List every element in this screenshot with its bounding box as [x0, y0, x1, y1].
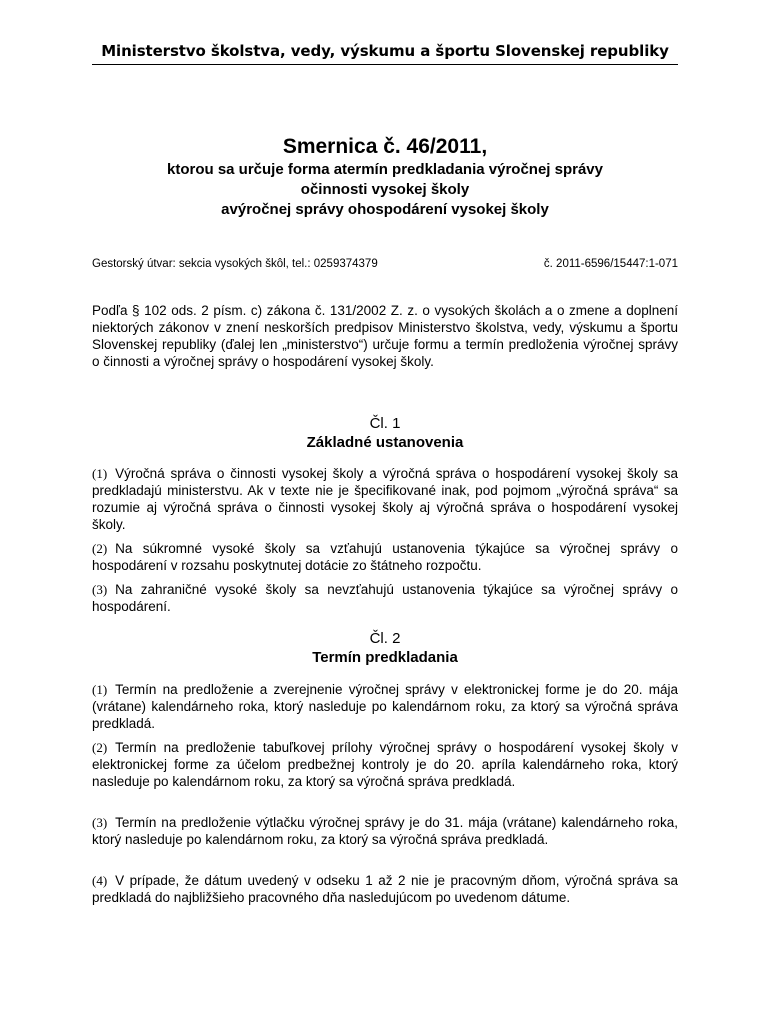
- paragraph-number: (2): [92, 740, 108, 755]
- paragraph-text: Na zahraničné vysoké školy sa nevzťahujú ustanovenia týkajúce sa výročnej správy o hospodárení.: [92, 582, 678, 614]
- responsible-unit: Gestorský útvar: sekcia vysokých škôl, tel.: 0259374379: [92, 258, 378, 270]
- article-title: Termín predkladania: [312, 649, 458, 666]
- paragraph-text: V prípade, že dátum uvedený v odseku 1 až 2 nie je pracovným dňom, výročná správa sa predkladá do najbližšieho pracovného dňa nasledujúcom po uvedenom dátume.: [92, 873, 678, 905]
- reference-number: č. 2011-6596/15447:1-071: [543, 258, 678, 270]
- article-number: Čl. 1: [369, 415, 401, 432]
- article-paragraph: [92, 739, 678, 790]
- paragraph-number: (3): [92, 815, 108, 830]
- directive-title: Smernica č. 46/2011,: [282, 135, 488, 158]
- paragraph-text: Výročná správa o činnosti vysokej školy a výročná správa o hospodárení vysokej školy sa predkladajú ministerstvu. Ak v texte nie je špecifikované inak, pod pojmom „výročná správa“ sa rozumie aj výročná správa o činnosti vysokej školy aj výročná správa o hospodárení vysokej školy.: [92, 466, 678, 532]
- directive-subtitle-line: avýročnej správy ohospodárení vysokej školy: [221, 201, 549, 218]
- article-paragraph: [92, 540, 678, 574]
- paragraph-text: Termín na predloženie tabuľkovej prílohy výročnej správy o hospodárení vysokej školy v elektronickej forme za účelom predbežnej kontroly je do 20. apríla kalendárneho roka, ktorý nasleduje po kalendárnom roku, za ktorý sa výročná správa predkladá.: [92, 740, 678, 789]
- paragraph-number: (3): [92, 582, 108, 597]
- article-paragraph: [92, 465, 678, 533]
- header-rule: [92, 64, 678, 65]
- paragraph-number: (1): [92, 682, 108, 697]
- directive-subtitle-line: ktorou sa určuje forma atermín predkladania výročnej správy: [167, 161, 603, 178]
- paragraph-number: (1): [92, 466, 108, 481]
- article-paragraph: [92, 872, 678, 906]
- ministry-header: Ministerstvo školstva, vedy, výskumu a športu Slovenskej republiky: [101, 42, 669, 60]
- article-number: Čl. 2: [369, 630, 401, 647]
- article-title: Základné ustanovenia: [306, 434, 464, 451]
- paragraph-text: Termín na predloženie a zverejnenie výročnej správy v elektronickej forme je do 20. mája (vrátane) kalendárneho roka, ktorý nasleduje po kalendárnom roku, za ktorý sa výročná správa predkladá.: [92, 682, 678, 731]
- paragraph-text: Na súkromné vysoké školy sa vzťahujú ustanovenia týkajúce sa výročnej správy o hospodárení v rozsahu poskytnutej dotácie zo štátneho rozpočtu.: [92, 541, 678, 573]
- article-paragraph: [92, 581, 678, 615]
- article-paragraph: [92, 681, 678, 732]
- article-paragraph: [92, 814, 678, 848]
- paragraph-number: (4): [92, 873, 108, 888]
- paragraph-number: (2): [92, 541, 108, 556]
- preamble: Podľa § 102 ods. 2 písm. c) zákona č. 131/2002 Z. z. o vysokých školách a o zmene a doplnení niektorých zákonov v znení neskorších predpisov Ministerstvo školstva, vedy, výskumu a športu Slovenskej republiky (ďalej len „ministerstvo“) určuje formu a termín predloženia výročnej správy o činnosti a výročnej správy o hospodárení vysokej školy.: [92, 303, 678, 369]
- directive-subtitle-line: očinnosti vysokej školy: [300, 181, 470, 198]
- paragraph-text: Termín na predloženie výtlačku výročnej správy je do 31. mája (vrátane) kalendárneho roka, ktorý nasleduje po kalendárnom roku, za ktorý sa výročná správa predkladá.: [92, 815, 678, 847]
